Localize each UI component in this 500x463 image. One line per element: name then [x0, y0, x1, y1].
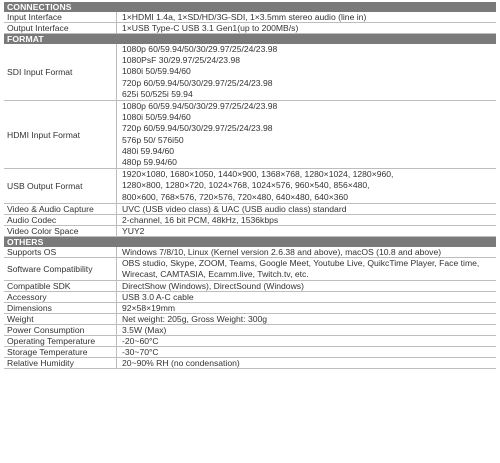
spec-row [4, 23, 496, 34]
spec-row [4, 314, 496, 325]
spec-value-line: 1080PsF 30/29.97/25/24/23.98 [122, 55, 241, 66]
spec-label: Output Interface [4, 23, 117, 33]
spec-value-line: -30~70°C [122, 347, 159, 358]
spec-value [117, 325, 496, 335]
spec-label: Dimensions [4, 303, 117, 313]
spec-value-line: 480i 59.94/60 [122, 145, 175, 156]
spec-value-line: 1×HDMI 1.4a, 1×SD/HD/3G-SDI, 1×3.5mm stereo audio (line in) [122, 12, 367, 22]
spec-value-line: YUY2 [122, 225, 145, 236]
spec-value-line: 1080i 50/59.94/60 [122, 66, 191, 77]
spec-value-line: 3.5W (Max) [122, 325, 167, 336]
spec-value-line: Wirecast, CAMTASIA, Ecamm.live, Twitch.tv, etc. [122, 269, 309, 280]
spec-value-line: 1920×1080, 1680×1050, 1440×900, 1368×768, 1280×1024, 1280×960, [122, 169, 394, 180]
spec-label: Operating Temperature [4, 336, 117, 346]
spec-label: USB Output Format [4, 169, 117, 203]
spec-value [117, 204, 496, 214]
spec-value [117, 292, 496, 302]
spec-value [117, 336, 496, 346]
spec-value [117, 314, 496, 324]
spec-value-line: OBS studio, Skype, ZOOM, Teams, Google Meet, Youtube Live, QuikcTime Player, Face time, [122, 257, 480, 268]
spec-label: Weight [4, 314, 117, 324]
spec-label: Video & Audio Capture [4, 204, 117, 214]
spec-label: Audio Codec [4, 215, 117, 225]
spec-row [4, 336, 496, 347]
spec-value [117, 347, 496, 357]
spec-value [117, 169, 496, 203]
spec-value-line: 1080i 50/59.94/60 [122, 112, 191, 123]
spec-value-line: DirectShow (Windows), DirectSound (Windows) [122, 281, 304, 292]
spec-row [4, 292, 496, 303]
spec-value-line: Windows 7/8/10, Linux (Kernel version 2.6.38 and above), macOS (10.8 and above) [122, 246, 442, 257]
spec-row [4, 303, 496, 314]
spec-value [117, 101, 496, 168]
spec-label: Supports OS [4, 247, 117, 257]
spec-row [4, 358, 496, 369]
spec-row [4, 101, 496, 169]
spec-row [4, 204, 496, 215]
spec-label: HDMI Input Format [4, 101, 117, 168]
spec-value-line: 92×58×19mm [122, 303, 176, 314]
spec-value-line: 720p 60/59.94/50/30/29.97/25/24/23.98 [122, 77, 273, 88]
spec-label: SDI Input Format [4, 44, 117, 100]
spec-row [4, 44, 496, 101]
spec-value [117, 281, 496, 291]
spec-value-line: 1080p 60/59.94/50/30/29.97/25/24/23.98 [122, 44, 278, 54]
spec-value [117, 44, 496, 100]
section-header-others: OTHERS [4, 237, 496, 247]
spec-value-line: 625i 50/525i 59.94 [122, 88, 193, 99]
spec-value-line: 800×600, 768×576, 720×576, 720×480, 640×480, 640×360 [122, 191, 349, 202]
spec-row [4, 247, 496, 258]
spec-row [4, 169, 496, 204]
spec-row [4, 281, 496, 292]
spec-label: Power Consumption [4, 325, 117, 335]
spec-row [4, 226, 496, 237]
spec-value [117, 258, 496, 280]
spec-row [4, 12, 496, 23]
spec-value-line: 1080p 60/59.94/50/30/29.97/25/24/23.98 [122, 101, 278, 112]
spec-row [4, 258, 496, 281]
section-header-connections: CONNECTIONS [4, 2, 496, 12]
spec-value [117, 226, 496, 236]
spec-value-line: Net weight: 205g, Gross Weight: 300g [122, 314, 268, 325]
spec-value [117, 358, 496, 368]
spec-value-line: 1×USB Type-C USB 3.1 Gen1(up to 200MB/s) [122, 23, 299, 33]
spec-value-line: 20~90% RH (no condensation) [122, 358, 240, 369]
section-header-format: FORMAT [4, 34, 496, 44]
spec-value [117, 303, 496, 313]
spec-label: Accessory [4, 292, 117, 302]
spec-value-line: -20~60°C [122, 336, 159, 347]
spec-value-line: 720p 60/59.94/50/30/29.97/25/24/23.98 [122, 123, 273, 134]
spec-value-line: 480p 59.94/60 [122, 157, 177, 168]
spec-label: Relative Humidity [4, 358, 117, 368]
spec-value [117, 247, 496, 257]
spec-value-line: UVC (USB video class) & UAC (USB audio class) standard [122, 203, 347, 214]
spec-value [117, 23, 496, 33]
spec-row [4, 215, 496, 226]
spec-value-line: 2-channel, 16 bit PCM, 48kHz, 1536kbps [122, 214, 279, 225]
spec-row [4, 347, 496, 358]
spec-label: Video Color Space [4, 226, 117, 236]
spec-label: Storage Temperature [4, 347, 117, 357]
spec-label: Software Compatibility [4, 258, 117, 280]
spec-value [117, 12, 496, 22]
spec-row [4, 325, 496, 336]
spec-table [4, 2, 496, 369]
spec-label: Compatible SDK [4, 281, 117, 291]
spec-value-line: 576p 50/ 576i50 [122, 134, 184, 145]
spec-value-line: 1280×800, 1280×720, 1024×768, 1024×576, 960×540, 856×480, [122, 180, 370, 191]
spec-value [117, 215, 496, 225]
spec-value-line: USB 3.0 A-C cable [122, 292, 194, 303]
spec-label: Input Interface [4, 12, 117, 22]
